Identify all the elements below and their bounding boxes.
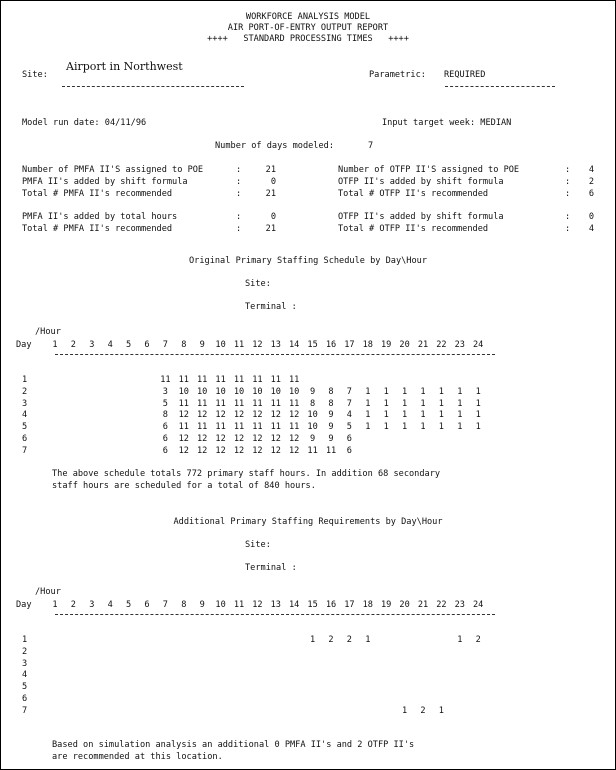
section2-header-rule [55, 614, 495, 615]
grid-cell: 6 [346, 445, 352, 456]
grid-cell: 12 [289, 445, 300, 456]
hour-header: 20 [399, 340, 410, 350]
hour-header: 15 [307, 600, 318, 610]
stat-value: 0 [588, 212, 594, 222]
day-label: 7 [22, 445, 28, 456]
grid-cell: 11 [252, 398, 263, 409]
hour-header: 12 [252, 600, 263, 610]
grid-cell: 1 [365, 410, 371, 421]
grid-cell: 12 [233, 445, 245, 456]
section1-hour-label: /Hour [35, 327, 61, 337]
grid-cell: 9 [310, 434, 316, 444]
header-title: WORKFORCE ANALYSIS MODEL [245, 12, 371, 22]
grid-cell: 3 [162, 386, 168, 397]
grid-cell: 10 [233, 386, 245, 397]
stat-colon: : [565, 165, 571, 175]
grid-cell: 1 [420, 386, 426, 397]
grid-cell: 1 [402, 386, 408, 397]
section1-day-label: Day [16, 340, 32, 350]
hour-header: 9 [199, 600, 205, 610]
grid-cell: 11 [197, 422, 208, 433]
grid-cell: 10 [307, 410, 318, 421]
grid-cell: 11 [252, 375, 263, 385]
hour-header: 22 [436, 340, 447, 350]
grid-cell: 12 [233, 434, 245, 444]
grid-cell: 6 [162, 445, 168, 456]
stat-colon: : [236, 165, 242, 175]
grid-cell: 11 [270, 422, 281, 433]
parametric-label: Parametric: [369, 70, 426, 80]
hour-header: 11 [233, 600, 245, 610]
day-label: 6 [22, 434, 28, 444]
grid-cell: 12 [178, 434, 189, 444]
hour-header: 17 [344, 600, 355, 610]
hour-header: 9 [199, 340, 205, 350]
grid-cell: 1 [402, 410, 408, 421]
hour-header: 3 [89, 600, 95, 610]
grid-cell: 1 [383, 398, 389, 409]
model-run-date: Model run date: 04/11/96 [22, 118, 147, 128]
hour-header: 7 [162, 340, 168, 350]
grid-cell: 1 [383, 386, 389, 397]
stat-colon: : [236, 212, 242, 222]
grid-cell: 1 [365, 422, 371, 433]
hour-header: 24 [473, 340, 484, 350]
section1-note-line2: staff hours are scheduled for a total of 840 hours. [52, 481, 316, 491]
grid-cell: 8 [310, 398, 316, 409]
section1-site: Site: [245, 279, 271, 289]
stat-value: 21 [265, 189, 276, 199]
hour-header: 13 [270, 340, 281, 350]
hour-header: 6 [144, 340, 150, 350]
grid-cell: 12 [270, 434, 281, 444]
grid-cell: 12 [270, 445, 281, 456]
site-underline [62, 86, 244, 87]
day-label: 2 [22, 386, 28, 397]
grid-cell: 12 [252, 434, 263, 444]
grid-cell: 11 [252, 422, 263, 433]
section1-header-rule [55, 354, 495, 355]
stat-colon: : [236, 224, 242, 234]
grid-cell: 9 [310, 386, 316, 397]
section2-terminal: Terminal : [245, 563, 297, 573]
stat-label: Total # OTFP II's recommended [338, 224, 489, 234]
day-label: 4 [22, 670, 28, 681]
section2-day-label: Day [16, 600, 32, 610]
grid-cell: 5 [162, 398, 168, 409]
grid-cell: 10 [270, 386, 281, 397]
stat-value: 0 [270, 177, 276, 187]
grid-cell: 1 [420, 410, 426, 421]
hour-header: 5 [126, 340, 132, 350]
hour-header: 1 [52, 600, 58, 610]
grid-cell: 11 [233, 375, 245, 385]
days-modeled-label: Number of days modeled: [215, 141, 334, 151]
grid-cell: 1 [365, 398, 371, 409]
grid-cell: 1 [438, 386, 444, 397]
grid-cell: 1 [438, 705, 444, 716]
grid-cell: 11 [289, 422, 300, 433]
grid-cell: 8 [328, 386, 334, 397]
grid-cell: 12 [233, 410, 245, 421]
stat-label: OTFP II's added by shift formula [338, 177, 504, 187]
day-label: 1 [22, 375, 28, 385]
hour-header: 1 [52, 340, 58, 350]
grid-cell: 12 [215, 434, 226, 444]
grid-cell: 9 [328, 434, 334, 444]
hour-header: 5 [126, 600, 132, 610]
parametric-underline [445, 86, 555, 87]
stat-colon: : [565, 224, 571, 234]
hour-header: 4 [107, 340, 113, 350]
grid-cell: 12 [215, 410, 226, 421]
stat-label: Number of OTFP II'S assigned to POE [338, 165, 520, 175]
grid-cell: 11 [289, 398, 300, 409]
hour-header: 15 [307, 340, 318, 350]
grid-cell: 11 [233, 398, 245, 409]
stat-label: Total # PMFA II's recommended [22, 189, 173, 199]
hour-header: 16 [325, 600, 337, 610]
grid-cell: 12 [197, 410, 208, 421]
stat-value: 21 [265, 165, 276, 175]
grid-cell: 1 [383, 422, 389, 433]
grid-cell: 1 [475, 422, 481, 433]
hour-header: 2 [70, 600, 76, 610]
grid-cell: 1 [420, 398, 426, 409]
hour-header: 18 [362, 600, 373, 610]
grid-cell: 11 [197, 375, 208, 385]
site-label: Site: [22, 70, 48, 80]
grid-cell: 12 [289, 434, 300, 444]
grid-cell: 12 [178, 445, 189, 456]
grid-cell: 11 [178, 375, 189, 385]
hour-header: 2 [70, 340, 76, 350]
section1-title: Original Primary Staffing Schedule by Day\Hour [189, 256, 427, 266]
hour-header: 11 [233, 340, 245, 350]
hour-header: 12 [252, 340, 263, 350]
hour-header: 17 [344, 340, 355, 350]
hour-header: 10 [215, 600, 226, 610]
stat-value: 4 [588, 224, 594, 234]
grid-cell: 6 [346, 434, 352, 444]
stat-label: OTFP II's added by shift formula [338, 212, 504, 222]
hour-header: 4 [107, 600, 113, 610]
header-subtitle: AIR PORT-OF-ENTRY OUTPUT REPORT [227, 23, 389, 33]
grid-cell: 1 [365, 635, 371, 645]
grid-cell: 10 [307, 422, 318, 433]
grid-cell: 11 [178, 422, 189, 433]
hour-header: 19 [381, 340, 392, 350]
hour-header: 3 [89, 340, 95, 350]
hour-header: 23 [454, 600, 465, 610]
stat-label: Total # PMFA II's recommended [22, 224, 173, 234]
grid-cell: 12 [197, 434, 208, 444]
hour-header: 14 [289, 340, 300, 350]
day-label: 4 [22, 410, 28, 421]
hour-header: 21 [417, 340, 429, 350]
grid-cell: 8 [328, 398, 334, 409]
grid-cell: 1 [457, 635, 463, 645]
grid-cell: 2 [346, 635, 352, 645]
grid-cell: 10 [215, 386, 226, 397]
hour-header: 14 [289, 600, 300, 610]
grid-cell: 12 [289, 410, 300, 421]
grid-cell: 1 [475, 386, 481, 397]
site-value: Airport in Northwest [66, 60, 183, 73]
grid-cell: 9 [328, 422, 334, 433]
hour-header: 19 [381, 600, 392, 610]
stat-colon: : [236, 177, 242, 187]
stat-value: 6 [588, 189, 594, 199]
grid-cell: 1 [402, 422, 408, 433]
grid-cell: 11 [325, 445, 337, 456]
day-label: 1 [22, 635, 28, 645]
grid-cell: 1 [438, 410, 444, 421]
grid-cell: 1 [420, 422, 426, 433]
hour-header: 8 [181, 340, 187, 350]
day-label: 5 [22, 422, 28, 433]
days-modeled-value: 7 [368, 141, 374, 151]
grid-cell: 5 [346, 422, 352, 433]
grid-cell: 1 [402, 398, 408, 409]
grid-cell: 11 [197, 398, 208, 409]
stat-label: Number of PMFA II'S assigned to POE [22, 165, 204, 175]
grid-cell: 1 [457, 410, 463, 421]
grid-cell: 2 [420, 705, 426, 716]
grid-cell: 11 [270, 398, 281, 409]
stat-colon: : [565, 177, 571, 187]
stat-value: 4 [588, 165, 594, 175]
section2-hour-label: /Hour [35, 587, 61, 597]
day-label: 3 [22, 658, 28, 669]
grid-cell: 1 [383, 410, 389, 421]
grid-cell: 7 [346, 386, 352, 397]
stat-label: PMFA II's added by shift formula [22, 177, 188, 187]
stat-label: Total # OTFP II's recommended [338, 189, 489, 199]
parametric-value: REQUIRED [444, 70, 486, 80]
grid-cell: 9 [328, 410, 334, 421]
stat-colon: : [236, 189, 242, 199]
hour-header: 13 [270, 600, 281, 610]
stat-colon: : [565, 189, 571, 199]
grid-cell: 12 [270, 410, 281, 421]
input-target-week: Input target week: MEDIAN [382, 118, 512, 128]
grid-cell: 11 [233, 422, 245, 433]
grid-cell: 11 [307, 445, 318, 456]
grid-cell: 1 [457, 386, 463, 397]
grid-cell: 12 [215, 445, 226, 456]
grid-cell: 1 [310, 635, 316, 645]
day-label: 5 [22, 682, 28, 693]
grid-cell: 1 [475, 398, 481, 409]
hour-header: 21 [417, 600, 429, 610]
grid-cell: 2 [475, 635, 481, 645]
section1-note-line1: The above schedule totals 772 primary staff hours. In addition 68 secondary [52, 469, 441, 479]
hour-header: 6 [144, 600, 150, 610]
grid-cell: 12 [197, 445, 208, 456]
section1-terminal: Terminal : [245, 302, 297, 312]
grid-cell: 12 [252, 410, 263, 421]
grid-cell: 11 [270, 375, 281, 385]
section2-site: Site: [245, 540, 271, 550]
day-label: 6 [22, 694, 28, 704]
hour-header: 7 [162, 600, 168, 610]
grid-cell: 1 [475, 410, 481, 421]
hour-header: 24 [473, 600, 484, 610]
stat-value: 2 [588, 177, 594, 187]
hour-header: 8 [181, 600, 187, 610]
section2-note-line2: are recommended at this location. [52, 752, 223, 762]
grid-cell: 6 [162, 422, 168, 433]
grid-cell: 4 [346, 410, 352, 421]
grid-cell: 1 [438, 398, 444, 409]
grid-cell: 11 [215, 398, 226, 409]
grid-cell: 2 [328, 635, 334, 645]
day-label: 2 [22, 646, 28, 657]
grid-cell: 11 [215, 375, 226, 385]
grid-cell: 12 [178, 410, 189, 421]
grid-cell: 10 [178, 386, 189, 397]
grid-cell: 6 [162, 434, 168, 444]
day-label: 7 [22, 705, 28, 716]
stat-colon: : [565, 212, 571, 222]
grid-cell: 11 [160, 375, 171, 385]
hour-header: 16 [325, 340, 337, 350]
grid-cell: 11 [289, 375, 300, 385]
section2-title: Additional Primary Staffing Requirements by Day\Hour [173, 517, 443, 527]
hour-header: 23 [454, 340, 465, 350]
grid-cell: 8 [162, 410, 168, 421]
grid-cell: 10 [252, 386, 263, 397]
section2-note-line1: Based on simulation analysis an additional 0 PMFA II's and 2 OTFP II's [52, 740, 415, 750]
hour-header: 10 [215, 340, 226, 350]
stat-label: PMFA II's added by total hours [22, 212, 178, 222]
grid-cell: 1 [365, 386, 371, 397]
grid-cell: 1 [402, 705, 408, 716]
hour-header: 20 [399, 600, 410, 610]
hour-header: 22 [436, 600, 447, 610]
grid-cell: 11 [215, 422, 226, 433]
stat-value: 21 [265, 224, 276, 234]
stat-value: 0 [270, 212, 276, 222]
hour-header: 18 [362, 340, 373, 350]
grid-cell: 10 [197, 386, 208, 397]
grid-cell: 1 [457, 398, 463, 409]
header-standard-times: ++++ STANDARD PROCESSING TIMES ++++ [207, 34, 409, 44]
grid-cell: 11 [178, 398, 189, 409]
grid-cell: 1 [457, 422, 463, 433]
grid-cell: 7 [346, 398, 352, 409]
grid-cell: 1 [438, 422, 444, 433]
grid-cell: 12 [252, 445, 263, 456]
day-label: 3 [22, 398, 28, 409]
grid-cell: 10 [289, 386, 300, 397]
